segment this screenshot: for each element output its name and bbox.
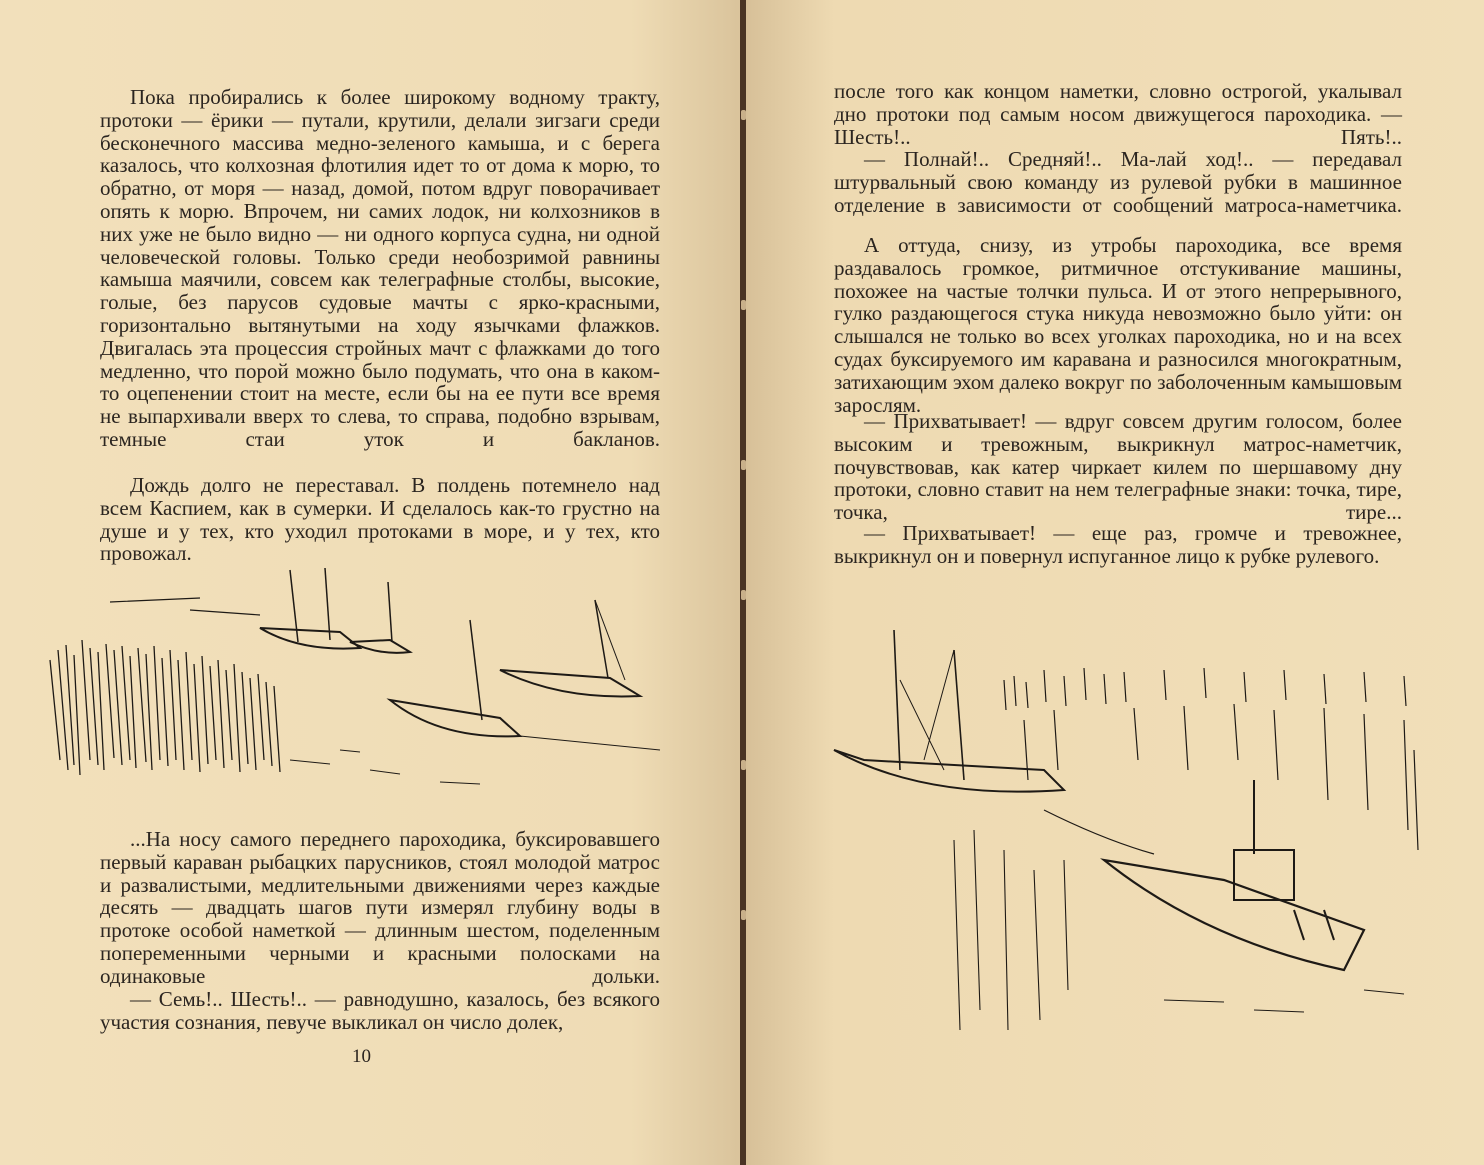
paragraph: Пока пробирались к более широкому водному тракту, протоки — ёрики — путали, крутили, делали зигзаги среди бесконечного массива медно-зеленого камыша, и с берега казалось, что колхозная флотилия идет то от дома к морю, то обратно, от моря — назад, домой, потом вдруг поворачивает опять к морю. Впрочем, ни самих лодок, ни колхозников в них уже не было видно — ни одного корпуса судна, ни одной человеческой головы. Только среди необозримой равнины камыша маячили, совсем как телеграфные столбы, высокие, голые, без парусов судовые мачты с ярко-красными, горизонтально вытянутыми на ходу язычками флажков. Двигалась эта процессия стройных мачт с флажками до того медленно, что порой можно было подумать, что она в каком-то оцепенении стоит на месте, если бы на ее пути все время не выпархивали вверх то слева, то справа, подобно взрывам, темные стаи уток и бакланов. [100, 85, 660, 451]
right-page [746, 0, 1484, 1165]
tugboat-towing-sailboat-illustration [804, 610, 1434, 1050]
paragraph: — Полнай!.. Средняй!.. Ма-лай ход!.. — передавал штурвальный свою команду из рулевой рубки в машинное отделение в зависимости от сообщений матроса-наметчика. [834, 147, 1402, 217]
paragraph: — Прихватывает! — вдруг совсем другим голосом, более высоким и тревожным, выкрикнул матрос-наметчик, почувствовав, как катер чиркает килем по шершавому дну протоки, словно ставит на нем телеграфные знаки: точка, тире, точка, тире... [834, 409, 1402, 525]
paragraph: ...На носу самого переднего пароходика, буксировавшего первый караван рыбацких парусников, стоял молодой матрос и развалистыми, медлительными движениями через каждые десять — двадцать шагов пути измерял глубину воды в протоке особой наметкой — длинным шестом, поделенным попеременными черными и красными полосками на одинаковые дольки. [100, 827, 660, 988]
page-number: 10 [352, 1046, 371, 1067]
sailboats-in-reeds-illustration [40, 560, 680, 810]
paragraph: — Прихватывает! — еще раз, громче и тревожнее, выкрикнул он и повернул испуганное лицо к рубке рулевого. [834, 521, 1402, 568]
paragraph: — Семь!.. Шесть!.. — равнодушно, казалось, без всякого участия сознания, певуче выкликал он число долек, [100, 987, 660, 1034]
paragraph: А оттуда, снизу, из утробы пароходика, все время раздавалось громкое, ритмичное отстукивание машины, похожее на частые толчки пульса. И от этого непрерывного, гулко раздающегося стука никуда невозможно было уйти: он слышался не только во всех уголках пароходика, но и на всех судах буксируемого им каравана и разносился многократным, затихающим эхом далеко вокруг по заболоченным камышовым зарослям. [834, 233, 1402, 417]
paragraph: Дождь долго не переставал. В полдень потемнело над всем Каспием, как в сумерки. И сделалось как-то грустно на душе и у тех, кто уходил протоками в море, и у тех, кто провожал. [100, 473, 660, 566]
paragraph: после того как концом наметки, словно острогой, укалывал дно протоки под самым носом движущегося пароходика. — Шесть!.. Пять!.. [834, 79, 1402, 149]
